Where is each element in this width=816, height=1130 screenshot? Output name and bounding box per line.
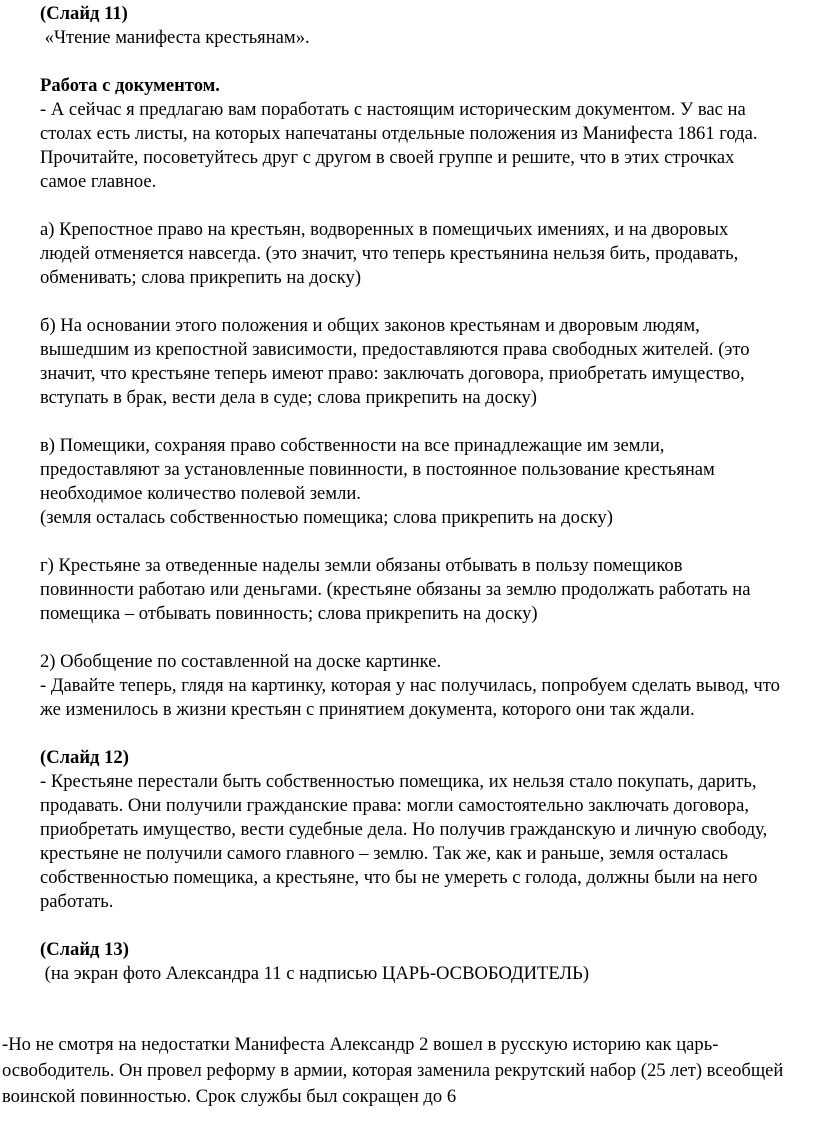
summary-heading: 2) Обобщение по составленной на доске картинке. <box>40 651 442 672</box>
point-v-paragraph: в) Помещики, сохраняя право собственности на все принадлежащие им земли, предоставляют за установленные повинности, в постоянное пользование крестьянам необходимое количество полевой земли. <box>40 435 715 504</box>
slide-13-heading: (Слайд 13) <box>40 939 129 960</box>
slide-11-heading: (Слайд 11) <box>40 3 128 24</box>
slide-12-heading: (Слайд 12) <box>40 747 129 768</box>
point-a-paragraph: а) Крепостное право на крестьян, водворенных в помещичьих имениях, и на дворовых людей отменяется навсегда. (это значит, что теперь крестьянина нельзя бить, продавать, обменивать; слова прикрепить на доску) <box>40 219 739 288</box>
slide-13-note: (на экран фото Александра 11 с надписью ЦАРЬ-ОСВОБОДИТЕЛЬ) <box>40 963 590 984</box>
main-text-block <box>40 2 780 986</box>
point-g-paragraph: г) Крестьяне за отведенные наделы земли обязаны отбывать в пользу помещиков повинности работаю или деньгами. (крестьяне обязаны за землю продолжать работать на помещика – отбывать повинность; слова прикрепить на доску) <box>40 555 751 624</box>
slide-12-paragraph: - Крестьяне перестали быть собственностью помещика, их нельзя стало покупать, дарить, продавать. Они получили гражданские права: могли самостоятельно заключать договора, приобретать имущество, вести судебные дела. Но получив гражданскую и личную свободу, крестьяне не получили самого главного – землю. Так же, как и раньше, земля осталась собственностью помещика, а крестьяне, что бы не умереть с голода, должны были на него работать. <box>40 771 768 912</box>
point-b-paragraph: б) На основании этого положения и общих законов крестьянам и дворовым людям, вышедшим из крепостной зависимости, предоставляются права свободных жителей. (это значит, что крестьяне теперь имеют право: заключать договора, приобретать имущество, вступать в брак, вести дела в суде; слова прикрепить на доску) <box>40 315 750 408</box>
point-v-note: (земля осталась собственностью помещика; слова прикрепить на доску) <box>40 507 613 528</box>
work-intro-paragraph: - А сейчас я предлагаю вам поработать с настоящим историческим документом. У вас на столах есть листы, на которых напечатаны отдельные положения из Манифеста 1861 года. Прочитайте, посоветуйтесь друг с другом в своей группе и решите, что в этих строчках самое главное. <box>40 99 758 192</box>
summary-paragraph: - Давайте теперь, глядя на картинку, которая у нас получилась, попробуем сделать вывод, что же изменилось в жизни крестьян с принятием документа, которого они так ждали. <box>40 675 780 720</box>
work-heading: Работа с документом. <box>40 75 220 96</box>
closing-paragraph: -Но не смотря на недостатки Манифеста Александр 2 вошел в русскую историю как царь-освободитель. Он провел реформу в армии, которая заменила рекрутский набор (25 лет) всеобщей воинской повинностью. Срок службы был сокращен до 6 <box>2 1034 784 1107</box>
slide-11-subtitle: «Чтение манифеста крестьянам». <box>40 27 310 48</box>
